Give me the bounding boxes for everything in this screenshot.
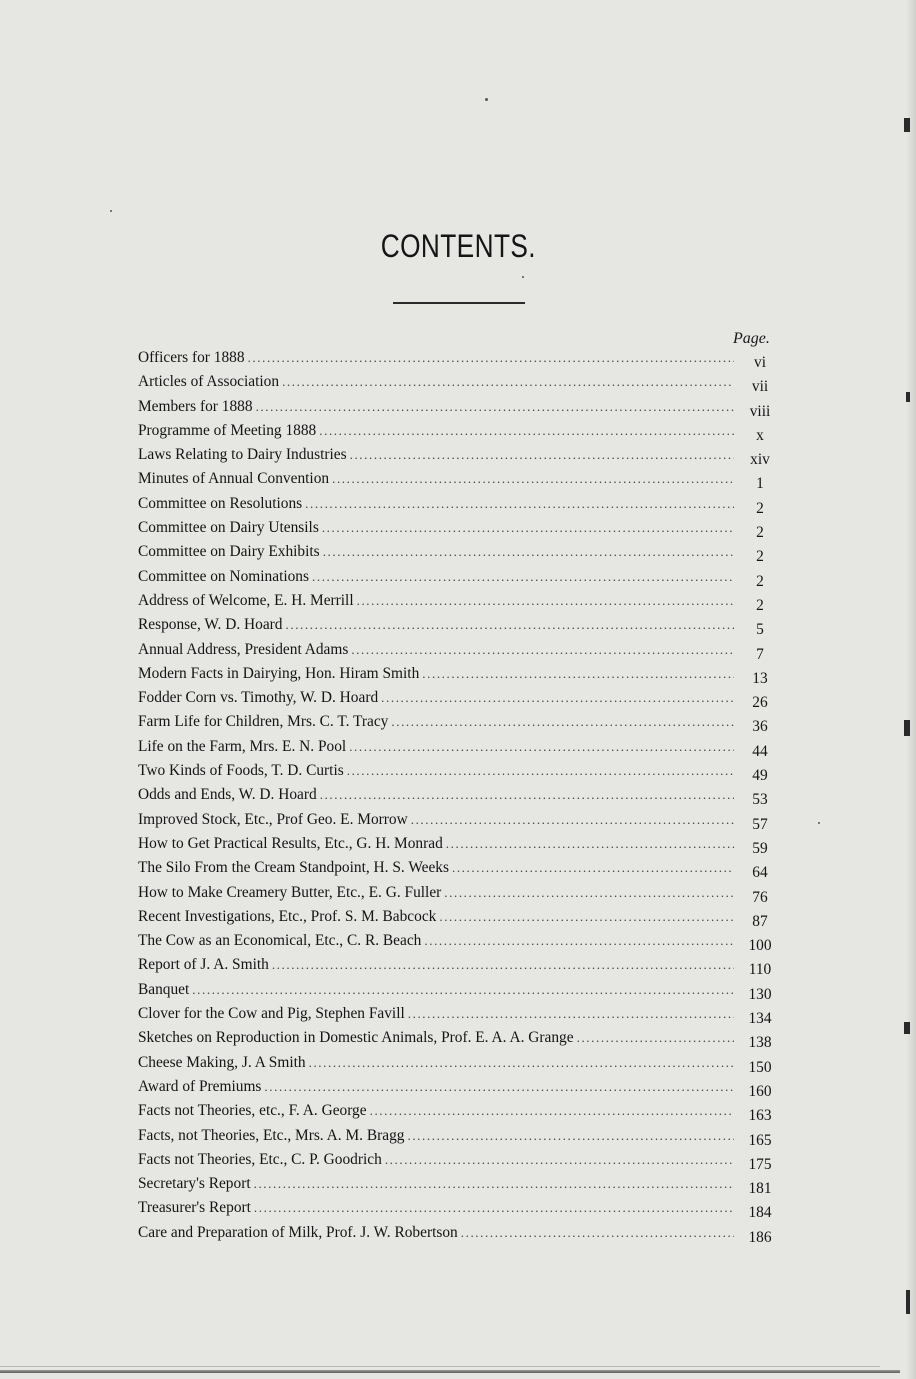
toc-entry bbox=[138, 905, 780, 929]
toc-entry-page: 5 bbox=[756, 621, 764, 639]
toc-entry-page: 138 bbox=[748, 1034, 772, 1052]
toc-entry-title: Members for 1888 bbox=[138, 397, 253, 415]
toc-entry bbox=[138, 978, 780, 1002]
toc-entry-title: Life on the Farm, Mrs. E. N. Pool bbox=[138, 737, 347, 755]
toc-entry bbox=[138, 467, 780, 491]
paper-speck bbox=[818, 822, 820, 824]
toc-entry bbox=[138, 1026, 780, 1050]
toc-entry-title: Clover for the Cow and Pig, Stephen Favill bbox=[138, 1005, 405, 1023]
toc-dot-leader bbox=[323, 540, 734, 564]
toc-entry-page: 2 bbox=[756, 499, 764, 517]
toc-entry-page: 2 bbox=[756, 524, 764, 542]
toc-entry-title: Sketches on Reproduction in Domestic Animals, Prof. E. A. A. Grange bbox=[138, 1029, 574, 1047]
paper-speck bbox=[522, 276, 524, 278]
toc-dot-leader bbox=[408, 1002, 734, 1026]
toc-entry-title: Facts not Theories, Etc., C. P. Goodrich bbox=[138, 1150, 382, 1168]
toc-entry-page: 57 bbox=[752, 815, 768, 833]
edge-mark bbox=[906, 1290, 910, 1314]
toc-entry-page: 110 bbox=[748, 961, 772, 979]
toc-entry bbox=[138, 613, 780, 637]
toc-entry-title: Treasurer's Report bbox=[138, 1199, 251, 1217]
toc-entry-title: Facts, not Theories, Etc., Mrs. A. M. Bragg bbox=[138, 1126, 405, 1144]
toc-entry-title: Farm Life for Children, Mrs. C. T. Tracy bbox=[138, 713, 389, 731]
toc-entry-page: 181 bbox=[748, 1180, 772, 1198]
toc-dot-leader bbox=[439, 905, 734, 929]
toc-entry-title: The Silo From the Cream Standpoint, H. S. Weeks bbox=[138, 859, 449, 877]
toc-entry-page: vii bbox=[751, 378, 769, 396]
toc-dot-leader bbox=[322, 516, 734, 540]
page-column-header: Page. bbox=[733, 330, 770, 347]
toc-dot-leader bbox=[461, 1221, 734, 1245]
toc-dot-leader bbox=[264, 1075, 734, 1099]
toc-entry-title: The Cow as an Economical, Etc., C. R. Beach bbox=[138, 932, 422, 950]
toc-entry bbox=[138, 1099, 780, 1123]
toc-entry bbox=[138, 662, 780, 686]
toc-entry bbox=[138, 346, 780, 370]
toc-entry-title: Laws Relating to Dairy Industries bbox=[138, 446, 347, 464]
toc-entry-page: 134 bbox=[748, 1010, 772, 1028]
toc-entry-page: 2 bbox=[756, 596, 764, 614]
toc-entry-title: Address of Welcome, E. H. Merrill bbox=[138, 591, 354, 609]
toc-entry-title: Report of J. A. Smith bbox=[138, 956, 269, 974]
toc-dot-leader bbox=[424, 929, 734, 953]
toc-entry bbox=[138, 589, 780, 613]
toc-entry-title: Committee on Dairy Exhibits bbox=[138, 543, 320, 561]
toc-entry bbox=[138, 1221, 780, 1245]
toc-entry bbox=[138, 565, 780, 589]
toc-entry-page: 26 bbox=[752, 694, 768, 712]
toc-dot-leader bbox=[385, 1148, 734, 1172]
toc-entry-page: 160 bbox=[748, 1082, 772, 1100]
table-of-contents bbox=[138, 346, 780, 1245]
toc-entry bbox=[138, 929, 780, 953]
toc-entry-title: Programme of Meeting 1888 bbox=[138, 421, 317, 439]
toc-entry-title: Committee on Nominations bbox=[138, 567, 309, 585]
toc-entry bbox=[138, 370, 780, 394]
toc-dot-leader bbox=[312, 565, 734, 589]
toc-entry-title: Committee on Dairy Utensils bbox=[138, 519, 319, 537]
toc-entry bbox=[138, 540, 780, 564]
toc-dot-leader bbox=[256, 395, 734, 419]
toc-entry-title: Modern Facts in Dairying, Hon. Hiram Smith bbox=[138, 664, 420, 682]
toc-entry-page: 49 bbox=[752, 767, 768, 785]
toc-dot-leader bbox=[422, 662, 734, 686]
toc-entry-page: 184 bbox=[748, 1204, 772, 1222]
toc-dot-leader bbox=[351, 638, 734, 662]
toc-entry-title: Facts not Theories, etc., F. A. George bbox=[138, 1102, 367, 1120]
toc-dot-leader bbox=[357, 589, 734, 613]
toc-entry bbox=[138, 783, 780, 807]
toc-entry-page: 53 bbox=[752, 791, 768, 809]
toc-entry bbox=[138, 443, 780, 467]
toc-dot-leader bbox=[305, 492, 734, 516]
toc-dot-leader bbox=[370, 1099, 734, 1123]
toc-entry bbox=[138, 492, 780, 516]
toc-entry-title: How to Make Creamery Butter, Etc., E. G. Fuller bbox=[138, 883, 442, 901]
toc-entry-page: 130 bbox=[748, 985, 772, 1003]
page-bottom-shadow bbox=[0, 1366, 880, 1367]
toc-dot-leader bbox=[286, 613, 735, 637]
toc-dot-leader bbox=[381, 686, 734, 710]
toc-entry-title: Annual Address, President Adams bbox=[138, 640, 349, 658]
toc-entry-page: 1 bbox=[756, 475, 764, 493]
edge-mark bbox=[904, 720, 910, 736]
toc-entry-page: 7 bbox=[756, 645, 764, 663]
toc-entry-page: 186 bbox=[748, 1228, 772, 1246]
toc-entry-page: 165 bbox=[748, 1131, 772, 1149]
toc-entry bbox=[138, 419, 780, 443]
toc-entry bbox=[138, 1051, 780, 1075]
toc-entry bbox=[138, 759, 780, 783]
toc-entry-title: Odds and Ends, W. D. Hoard bbox=[138, 786, 317, 804]
toc-entry-page: 13 bbox=[752, 669, 768, 687]
toc-dot-leader bbox=[319, 419, 734, 443]
toc-entry-title: Banquet bbox=[138, 980, 190, 998]
toc-dot-leader bbox=[282, 370, 734, 394]
toc-entry-title: Recent Investigations, Etc., Prof. S. M. Babcock bbox=[138, 907, 437, 925]
toc-entry-title: Two Kinds of Foods, T. D. Curtis bbox=[138, 762, 344, 780]
toc-entry-title: Fodder Corn vs. Timothy, W. D. Hoard bbox=[138, 689, 379, 707]
toc-entry-page: 150 bbox=[748, 1058, 772, 1076]
toc-dot-leader bbox=[248, 346, 734, 370]
toc-entry bbox=[138, 1148, 780, 1172]
page-right-edge bbox=[906, 0, 916, 1379]
toc-entry-title: Articles of Association bbox=[138, 373, 280, 391]
toc-dot-leader bbox=[411, 808, 734, 832]
toc-dot-leader bbox=[320, 783, 734, 807]
toc-dot-leader bbox=[347, 759, 734, 783]
toc-entry bbox=[138, 856, 780, 880]
toc-entry-title: Improved Stock, Etc., Prof Geo. E. Morrow bbox=[138, 810, 408, 828]
toc-dot-leader bbox=[444, 881, 734, 905]
toc-entry-page: 2 bbox=[756, 548, 764, 566]
toc-dot-leader bbox=[332, 467, 734, 491]
toc-entry-title: Committee on Resolutions bbox=[138, 494, 303, 512]
toc-entry-page: viii bbox=[749, 402, 771, 420]
toc-entry bbox=[138, 832, 780, 856]
toc-dot-leader bbox=[192, 978, 734, 1002]
toc-dot-leader bbox=[309, 1051, 734, 1075]
toc-entry bbox=[138, 808, 780, 832]
toc-dot-leader bbox=[254, 1196, 734, 1220]
toc-entry-page: 76 bbox=[752, 888, 768, 906]
toc-dot-leader bbox=[446, 832, 734, 856]
toc-entry-page: 163 bbox=[748, 1107, 772, 1125]
toc-entry-page: vi bbox=[754, 354, 766, 371]
toc-dot-leader bbox=[391, 710, 734, 734]
paper-speck bbox=[485, 98, 488, 101]
toc-entry-page: 87 bbox=[752, 912, 768, 930]
toc-entry-page: 59 bbox=[752, 839, 768, 857]
toc-entry bbox=[138, 735, 780, 759]
toc-entry-page: 100 bbox=[748, 937, 772, 955]
toc-entry-page: 64 bbox=[752, 864, 768, 882]
toc-dot-leader bbox=[350, 443, 734, 467]
toc-dot-leader bbox=[407, 1124, 734, 1148]
toc-entry bbox=[138, 1196, 780, 1220]
edge-mark bbox=[904, 118, 910, 132]
toc-dot-leader bbox=[452, 856, 734, 880]
toc-dot-leader bbox=[272, 953, 734, 977]
toc-entry-title: Officers for 1888 bbox=[138, 349, 245, 366]
toc-entry bbox=[138, 1172, 780, 1196]
toc-entry bbox=[138, 1075, 780, 1099]
page-title: CONTENTS. bbox=[380, 228, 537, 264]
toc-entry bbox=[138, 395, 780, 419]
toc-entry-title: How to Get Practical Results, Etc., G. H. Monrad bbox=[138, 834, 443, 852]
toc-entry bbox=[138, 516, 780, 540]
toc-entry-page: xiv bbox=[750, 451, 770, 469]
toc-entry bbox=[138, 686, 780, 710]
toc-entry-page: 2 bbox=[756, 572, 764, 590]
page-bottom-edge bbox=[0, 1370, 900, 1373]
toc-entry bbox=[138, 881, 780, 905]
edge-mark bbox=[906, 392, 910, 402]
edge-mark bbox=[904, 1022, 910, 1034]
toc-dot-leader bbox=[577, 1026, 734, 1050]
title-divider bbox=[393, 302, 525, 304]
toc-dot-leader bbox=[349, 735, 734, 759]
toc-entry bbox=[138, 710, 780, 734]
toc-entry-page: 36 bbox=[752, 718, 768, 736]
toc-entry-page: 44 bbox=[752, 742, 768, 760]
toc-entry-title: Care and Preparation of Milk, Prof. J. W. Robertson bbox=[138, 1223, 458, 1241]
toc-entry-page: 175 bbox=[748, 1155, 772, 1173]
toc-entry-title: Response, W. D. Hoard bbox=[138, 616, 283, 634]
paper-speck bbox=[110, 210, 112, 212]
toc-entry bbox=[138, 1002, 780, 1026]
toc-entry-title: Award of Premiums bbox=[138, 1077, 262, 1095]
toc-entry bbox=[138, 953, 780, 977]
toc-entry bbox=[138, 638, 780, 662]
toc-entry bbox=[138, 1124, 780, 1148]
toc-entry-title: Secretary's Report bbox=[138, 1175, 251, 1193]
toc-entry-title: Minutes of Annual Convention bbox=[138, 470, 330, 488]
toc-entry-page: x bbox=[756, 426, 764, 444]
toc-entry-title: Cheese Making, J. A Smith bbox=[138, 1053, 306, 1071]
toc-dot-leader bbox=[254, 1172, 734, 1196]
